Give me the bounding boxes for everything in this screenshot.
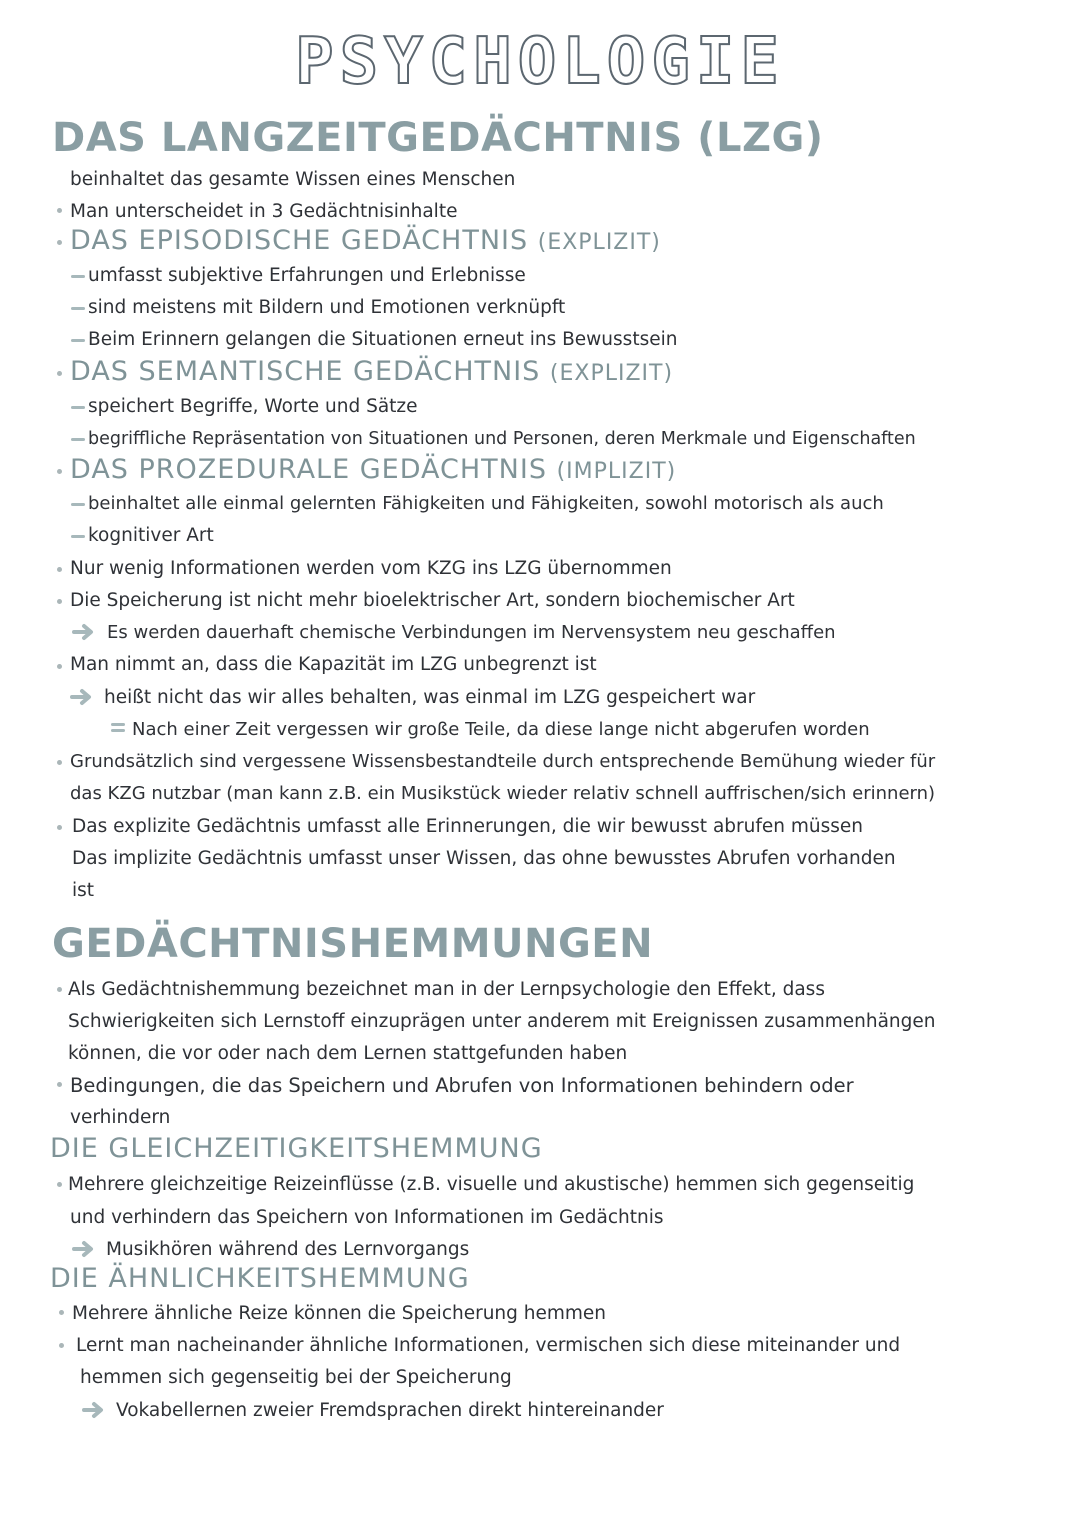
bullet-icon <box>59 1343 64 1348</box>
episodic-item-2: sind meistens mit Bildern und Emotionen verknüpft <box>88 297 566 318</box>
inhibition-cond-2: verhindern <box>70 1107 171 1128</box>
heading-episodic-text: DAS EPISODISCHE GEDÄCHTNIS <box>70 225 529 256</box>
bullet-icon <box>57 1082 62 1087</box>
simultaneous-arrow: Musikhören während des Lernvorgangs <box>106 1239 470 1260</box>
dash-icon <box>71 307 85 310</box>
bullet-icon <box>59 1310 64 1315</box>
inhibition-def-3: können, die vor oder nach dem Lernen stattgefunden haben <box>68 1043 628 1064</box>
arrow-right-icon <box>72 1240 98 1258</box>
lzg-point-forgotten-1: Grundsätzlich sind vergessene Wissensbestandteile durch entsprechende Bemühung wieder für <box>70 751 936 772</box>
bullet-icon <box>57 469 62 474</box>
lzg-point-implicit-2: ist <box>72 880 95 901</box>
heading-episodic <box>70 224 661 260</box>
arrow-right-icon <box>72 623 98 641</box>
episodic-item-3: Beim Erinnern gelangen die Situationen erneut ins Bewusstsein <box>88 329 678 350</box>
lzg-point-capacity: Man nimmt an, dass die Kapazität im LZG unbegrenzt ist <box>70 654 597 675</box>
bullet-icon <box>57 599 62 604</box>
lzg-point-transfer: Nur wenig Informationen werden vom KZG ins LZG übernommen <box>70 558 672 579</box>
bullet-icon <box>57 825 62 830</box>
bullet-icon <box>57 208 62 213</box>
similarity-line-2: Lernt man nacheinander ähnliche Informationen, vermischen sich diese miteinander und <box>76 1335 901 1356</box>
bullet-icon <box>57 567 62 572</box>
lzg-point-storage-arrow: Es werden dauerhaft chemische Verbindungen im Nervensystem neu geschaffen <box>107 622 836 643</box>
arrow-right-icon <box>70 688 96 706</box>
equals-icon <box>111 723 125 733</box>
bullet-icon <box>57 987 62 992</box>
procedural-item-2: kognitiver Art <box>88 525 214 546</box>
heading-semantic-tag: (EXPLIZIT) <box>549 361 674 386</box>
dash-icon <box>71 339 85 342</box>
dash-icon <box>71 438 85 441</box>
heading-semantic-text: DAS SEMANTISCHE GEDÄCHTNIS <box>70 356 541 387</box>
simultaneous-line-1: Mehrere gleichzeitige Reizeinflüsse (z.B. visuelle und akustische) hemmen sich gegenseitig <box>68 1174 915 1195</box>
simultaneous-line-2: und verhindern das Speichern von Informationen im Gedächtnis <box>70 1207 664 1228</box>
dash-icon <box>71 503 85 506</box>
lzg-point-capacity-eq: Nach einer Zeit vergessen wir große Teile, da diese lange nicht abgerufen worden <box>132 719 870 740</box>
heading-inhibition: GEDÄCHTNISHEMMUNGEN <box>52 921 654 967</box>
lzg-point-capacity-arrow: heißt nicht das wir alles behalten, was einmal im LZG gespeichert war <box>104 687 756 708</box>
lzg-point-forgotten-2: das KZG nutzbar (man kann z.B. ein Musikstück wieder relativ schnell auffrischen/sich erinnern) <box>70 783 936 804</box>
lzg-point-implicit-1: Das implizite Gedächtnis umfasst unser Wissen, das ohne bewusstes Abrufen vorhanden <box>72 848 896 869</box>
dash-icon <box>71 535 85 538</box>
lzg-point-explicit: Das explizite Gedächtnis umfasst alle Erinnerungen, die wir bewusst abrufen müssen <box>72 816 863 837</box>
inhibition-def-1: Als Gedächtnishemmung bezeichnet man in der Lernpsychologie den Effekt, dass <box>68 979 825 1000</box>
dash-icon <box>71 406 85 409</box>
episodic-item-1: umfasst subjektive Erfahrungen und Erlebnisse <box>88 265 526 286</box>
heading-similarity: DIE ÄHNLICHKEITSHEMMUNG <box>50 1263 470 1294</box>
bullet-icon <box>57 1182 62 1187</box>
inhibition-cond-1: Bedingungen, die das Speichern und Abrufen von Informationen behindern oder <box>70 1074 854 1097</box>
inhibition-def-2: Schwierigkeiten sich Lernstoff einzuprägen unter anderem mit Ereignissen zusammenhängen <box>68 1011 936 1032</box>
heading-procedural <box>70 453 676 489</box>
similarity-line-3: hemmen sich gegenseitig bei der Speicherung <box>80 1367 512 1388</box>
page-title: PSYCHOLOGIE <box>295 25 785 99</box>
bullet-icon <box>57 664 62 669</box>
lzg-types-intro: Man unterscheidet in 3 Gedächtnisinhalte <box>70 201 458 222</box>
lzg-point-storage: Die Speicherung ist nicht mehr bioelektrischer Art, sondern biochemischer Art <box>70 590 795 611</box>
lzg-intro: beinhaltet das gesamte Wissen eines Menschen <box>70 169 516 190</box>
heading-procedural-text: DAS PROZEDURALE GEDÄCHTNIS <box>70 454 547 485</box>
semantic-item-1: speichert Begriffe, Worte und Sätze <box>88 396 418 417</box>
similarity-line-1: Mehrere ähnliche Reize können die Speicherung hemmen <box>72 1303 607 1324</box>
bullet-icon <box>57 240 62 245</box>
bullet-icon <box>57 371 62 376</box>
heading-procedural-tag: (IMPLIZIT) <box>556 459 677 484</box>
dash-icon <box>71 275 85 278</box>
semantic-item-2: begriffliche Repräsentation von Situationen und Personen, deren Merkmale und Eigenschaften <box>88 429 916 449</box>
heading-semantic <box>70 355 673 391</box>
heading-episodic-tag: (EXPLIZIT) <box>537 230 661 255</box>
procedural-item-1: beinhaltet alle einmal gelernten Fähigkeiten und Fähigkeiten, sowohl motorisch als auch <box>88 493 884 514</box>
arrow-right-icon <box>82 1401 108 1419</box>
heading-lzg: DAS LANGZEITGEDÄCHTNIS (LZG) <box>52 115 824 161</box>
bullet-icon <box>57 760 62 765</box>
similarity-arrow: Vokabellernen zweier Fremdsprachen direkt hintereinander <box>116 1400 664 1421</box>
heading-simultaneous: DIE GLEICHZEITIGKEITSHEMMUNG <box>50 1133 543 1164</box>
